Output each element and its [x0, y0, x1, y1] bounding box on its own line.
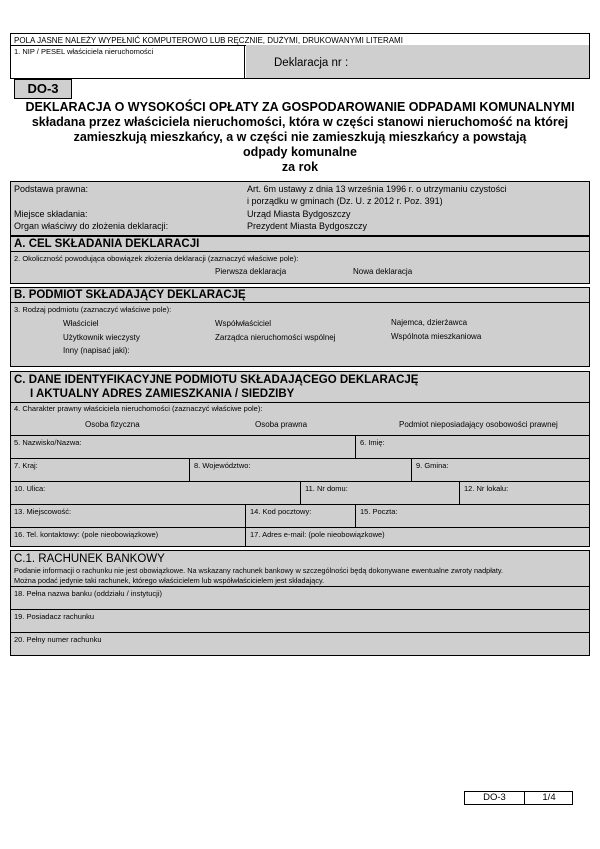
- option-tenant[interactable]: Najemca, dzierżawca: [391, 318, 468, 327]
- option-manager[interactable]: Zarządca nieruchomości wspólnej: [215, 333, 336, 342]
- post-office-field[interactable]: [357, 505, 589, 527]
- field-15-label: 15. Poczta:: [360, 507, 398, 516]
- option-new-declaration[interactable]: Nowa deklaracja: [353, 267, 413, 276]
- city-field[interactable]: [11, 505, 246, 527]
- declaration-number-label: Deklaracja nr :: [274, 57, 349, 69]
- option-housing-community[interactable]: Wspólnota mieszkaniowa: [391, 332, 482, 341]
- field-3-label: 3. Rodzaj podmiotu (zaznaczyć właściwe pole):: [14, 305, 172, 314]
- field-2-label: 2. Okoliczność powodująca obowiązek złożenia deklaracji (zaznaczyć właściwe pole):: [14, 254, 299, 263]
- legal-basis-value-1: Art. 6m ustawy z dnia 13 września 1996 r. o utrzymaniu czystości: [247, 184, 507, 194]
- field-9-label: 9. Gmina:: [416, 461, 449, 470]
- authority-value: Prezydent Miasta Bydgoszczy: [247, 221, 368, 231]
- first-name-field[interactable]: [357, 436, 589, 458]
- option-legal-person[interactable]: Osoba prawna: [255, 420, 308, 429]
- title-line-5: za rok: [281, 160, 319, 174]
- section-c: [10, 371, 590, 547]
- street-field[interactable]: [11, 482, 301, 504]
- field-7-label: 7. Kraj:: [14, 461, 38, 470]
- bank-info-note-1: Podanie informacji o rachunku nie jest obowiązkowe. Na wskazany rachunek bankowy w szczególności będą dokonywane ewentualne zwroty nadpłaty.: [14, 566, 504, 575]
- footer-box: [464, 791, 573, 805]
- municipality-field[interactable]: [413, 459, 589, 481]
- section-c1: [10, 550, 590, 656]
- option-organization[interactable]: Podmiot nieposiadający osobowości prawnej: [399, 420, 558, 429]
- bank-name-field[interactable]: [11, 587, 589, 609]
- form-code: DO-3: [27, 81, 59, 96]
- field-4-label: 4. Charakter prawny właściciela nieruchomości (zaznaczyć właściwe pole):: [14, 404, 263, 413]
- field-10-label: 10. Ulica:: [14, 484, 46, 493]
- declaration-number-field[interactable]: [246, 45, 589, 78]
- email-field[interactable]: [247, 528, 589, 547]
- title-line-1: DEKLARACJA O WYSOKOŚCI OPŁATY ZA GOSPODAROWANIE ODPADAMI KOMUNALNYMI: [25, 100, 575, 114]
- option-first-declaration[interactable]: Pierwsza deklaracja: [215, 267, 287, 276]
- legal-basis-block: [10, 181, 590, 236]
- section-b: [10, 287, 590, 367]
- postal-code-field[interactable]: [247, 505, 356, 527]
- title-line-4: odpady komunalne: [243, 145, 357, 159]
- apartment-number-field[interactable]: [461, 482, 589, 504]
- option-other[interactable]: Inny (napisać jaki):: [63, 346, 130, 355]
- section-a-heading: A. CEL SKŁADANIA DEKLARACJI: [11, 237, 589, 252]
- fill-instruction: POLA JASNE NALEŻY WYPEŁNIĆ KOMPUTEROWO LUB RĘCZNIE, DUŻYMI, DRUKOWANYMI LITERAMI: [14, 36, 403, 45]
- account-number-field[interactable]: [11, 633, 589, 656]
- account-holder-field[interactable]: [11, 610, 589, 632]
- section-c-heading-1: C. DANE IDENTYFIKACYJNE PODMIOTU SKŁADAJĄCEGO DEKLARACJĘ: [14, 374, 419, 386]
- field-5-label: 5. Nazwisko/Nazwa:: [14, 438, 82, 447]
- title-line-2: składana przez właściciela nieruchomości, która w części stanowi nieruchomość na której: [31, 115, 569, 129]
- option-coowner[interactable]: Współwłaściciel: [215, 319, 272, 328]
- field-19-label: 19. Posiadacz rachunku: [14, 612, 95, 621]
- field-17-label: 17. Adres e-mail: (pole nieobowiązkowe): [250, 530, 385, 539]
- option-perpetual-user[interactable]: Użytkownik wieczysty: [63, 333, 140, 342]
- field-12-label: 12. Nr lokalu:: [464, 484, 509, 493]
- field-14-label: 14. Kod pocztowy:: [250, 507, 312, 516]
- bank-info-note-2: Można podać jedynie taki rachunek, którego właścicielem lub współwłaścicielem jest składający.: [14, 576, 325, 585]
- field-13-label: 13. Miejscowość:: [14, 507, 72, 516]
- section-b-heading: B. PODMIOT SKŁADAJĄCY DEKLARACJĘ: [11, 288, 589, 303]
- voivodeship-field[interactable]: [191, 459, 412, 481]
- nip-pesel-label: 1. NIP / PESEL właściciela nieruchomości: [14, 47, 154, 56]
- section-a: [10, 236, 590, 284]
- field-11-label: 11. Nr domu:: [305, 484, 348, 493]
- field-8-label: 8. Województwo:: [194, 461, 251, 470]
- field-18-label: 18. Pełna nazwa banku (oddziału / instytucji): [14, 589, 163, 598]
- option-owner[interactable]: Właściciel: [63, 319, 99, 328]
- authority-label: Organ właściwy do złożenia deklaracji:: [14, 221, 169, 231]
- place-label: Miejsce składania:: [14, 209, 88, 219]
- surname-field[interactable]: [11, 436, 356, 458]
- place-value: Urząd Miasta Bydgoszczy: [247, 209, 351, 219]
- country-field[interactable]: [11, 459, 190, 481]
- form-code-badge: [14, 79, 72, 99]
- legal-basis-value-2: i porządku w gminach (Dz. U. z 2012 r. Poz. 391): [247, 196, 443, 206]
- section-c-heading-2: I AKTUALNY ADRES ZAMIESZKANIA / SIEDZIBY: [30, 388, 295, 400]
- field-16-label: 16. Tel. kontaktowy: (pole nieobowiązkowe): [14, 530, 159, 539]
- title-line-3: zamieszkują mieszkańcy, a w części nie zamieszkują mieszkańcy a powstają: [73, 130, 527, 144]
- legal-basis-label: Podstawa prawna:: [14, 184, 89, 194]
- option-natural-person[interactable]: Osoba fizyczna: [85, 420, 140, 429]
- footer-form-code: DO-3: [465, 792, 525, 804]
- phone-field[interactable]: [11, 528, 246, 547]
- header-block: [10, 33, 590, 79]
- field-6-label: 6. Imię:: [360, 438, 385, 447]
- house-number-field[interactable]: [302, 482, 460, 504]
- section-c1-heading: C.1. RACHUNEK BANKOWY: [14, 553, 165, 565]
- page-number: 1/4: [542, 792, 556, 803]
- field-20-label: 20. Pełny numer rachunku: [14, 635, 102, 644]
- nip-pesel-field[interactable]: [11, 45, 245, 79]
